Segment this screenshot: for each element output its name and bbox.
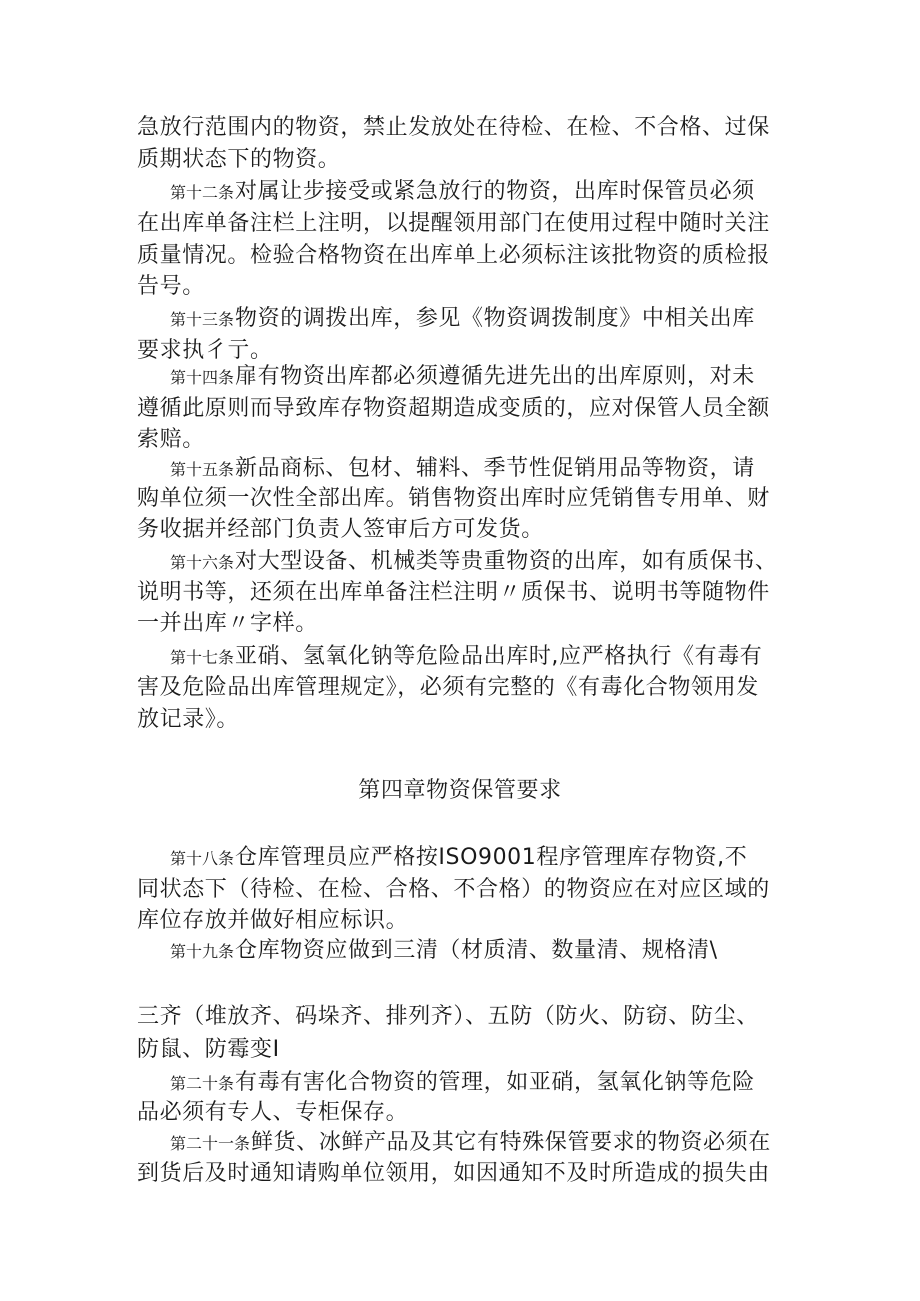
text-line xyxy=(137,1096,408,1130)
text-line xyxy=(137,513,544,547)
line-text: 新品商标、包材、辅料、季节性促销用品等物资，请 xyxy=(235,456,755,481)
text-line xyxy=(137,239,770,273)
article-13 xyxy=(170,302,755,336)
article-16 xyxy=(170,545,777,579)
line-text: 物资的调拨出库，参见《物资调拨制度》中相关出库 xyxy=(235,306,755,331)
line-text: 仓库管理员应严格按ISO9001程序管理库存物资,不 xyxy=(235,845,748,870)
article-12 xyxy=(170,175,755,209)
line-text: 同状态下（待检、在检、合格、不合格）的物资应在对应区域的 xyxy=(137,877,770,902)
text-line xyxy=(137,270,205,304)
line-text: 亚硝、氢氧化钠等危险品出库时,应严格执行《有毒有 xyxy=(235,644,763,669)
text-line xyxy=(137,671,759,705)
line-text: 一并出库〃字样。 xyxy=(137,611,318,636)
text-line xyxy=(137,1157,770,1191)
text-line xyxy=(137,873,770,907)
line-text: 有毒有害化合物资的管理，如亚硝，氢氧化钠等危险 xyxy=(235,1070,755,1095)
article-number: 第十二条 xyxy=(170,183,235,202)
line-text: 仓库物资应做到三清（材质清、数量清、规格清\ xyxy=(235,938,718,963)
line-text: 鲜货、冰鲜产品及其它有特殊保管要求的物资必须在 xyxy=(251,1130,771,1155)
line-text: 品必须有专人、专柜保存。 xyxy=(137,1100,409,1125)
line-text: 遵循此原则而导致库存物资超期造成变质的，应对保管人员全额 xyxy=(137,396,770,421)
text-line xyxy=(137,607,318,641)
text-line xyxy=(137,111,770,145)
line-text: 质期状态下的物资。 xyxy=(137,147,341,172)
line-text: 要求执彳亍。 xyxy=(137,338,273,363)
text-line xyxy=(137,576,770,610)
line-text: 索赔。 xyxy=(137,427,205,452)
text-line xyxy=(137,703,239,737)
line-text: 害及危险品出库管理规定》，必须有完整的《有毒化合物领用发 xyxy=(137,675,759,700)
line-text: 急放行范围内的物资，禁止发放处在待检、在检、不合格、过保 xyxy=(137,115,770,140)
article-14 xyxy=(170,360,755,394)
article-15 xyxy=(170,452,755,486)
line-text: 放记录》。 xyxy=(137,707,240,732)
article-number: 第二十条 xyxy=(170,1074,235,1093)
article-18 xyxy=(170,841,747,875)
line-text: 三齐（堆放齐、码垛齐、排列齐）、五防（防火、防窃、防尘、 xyxy=(137,1004,759,1029)
text-line xyxy=(137,482,770,516)
line-text: 质量情况。检验合格物资在出库单上必须标注该批物资的质检报 xyxy=(137,243,770,268)
text-line xyxy=(137,1033,280,1067)
line-text: 告号。 xyxy=(137,274,205,299)
chapter-heading: 第四章物资保管要求 xyxy=(358,778,562,803)
text-line xyxy=(137,904,408,938)
line-text: 对属让步接受或紧急放行的物资，出库时保管员必须 xyxy=(235,179,755,204)
line-text: 购单位须一次性全部出库。销售物资出库时应凭销售专用单、财 xyxy=(137,486,770,511)
article-number: 第十九条 xyxy=(170,942,235,961)
text-line xyxy=(137,207,770,241)
text-line xyxy=(137,392,770,426)
text-line xyxy=(137,143,340,177)
article-19 xyxy=(170,934,718,968)
article-number: 第十六条 xyxy=(170,553,235,572)
article-20 xyxy=(170,1066,755,1100)
article-number: 第二十一条 xyxy=(170,1134,251,1153)
line-text: 库位存放并做好相应标识。 xyxy=(137,908,409,933)
line-text: 务收据并经部门负责人签审后方可发货。 xyxy=(137,517,544,542)
line-text: 在出库单备注栏上注明，以提醒领用部门在使用过程中随时关注 xyxy=(137,211,770,236)
article-number: 第十七条 xyxy=(170,648,235,667)
line-text: 说明书等，还须在出库单备注栏注明〃质保书、说明书等随物件 xyxy=(137,580,770,605)
line-text: 到货后及时通知请购单位领用，如因通知不及时所造成的损失由 xyxy=(137,1161,770,1186)
line-text: 对大型设备、机械类等贵重物资的出库，如有质保书、 xyxy=(235,549,778,574)
article-number: 第十四条 xyxy=(170,368,235,387)
text-line xyxy=(137,1000,759,1034)
article-number: 第十三条 xyxy=(170,310,235,329)
article-21 xyxy=(170,1126,771,1160)
line-text: 扉有物资出库都必须遵循先进先出的出库原则，对未 xyxy=(235,364,755,389)
line-text: 防鼠、防霉变I xyxy=(137,1037,280,1062)
article-17 xyxy=(170,640,762,674)
article-number: 第十五条 xyxy=(170,460,235,479)
article-number: 第十八条 xyxy=(170,849,235,868)
